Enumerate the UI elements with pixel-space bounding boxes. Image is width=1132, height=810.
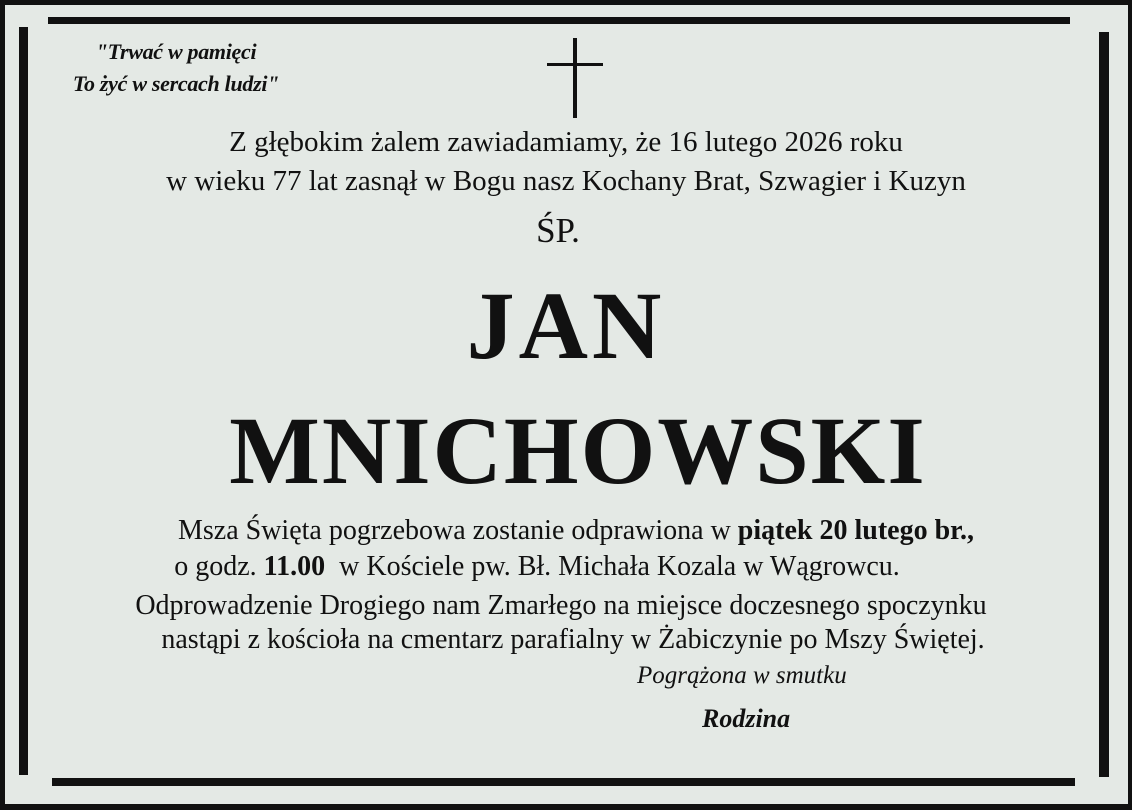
mass-time-line xyxy=(0,551,1103,583)
outer-frame-bottom xyxy=(0,804,1132,810)
motto-line-1: "Trwać w pamięci xyxy=(95,39,257,64)
deceased-last-name: MNICHOWSKI xyxy=(229,397,927,504)
announcement-line-1: Z głębokim żalem zawiadamiamy, że 16 lutego 2026 roku xyxy=(229,126,903,158)
motto-quote xyxy=(56,36,296,100)
procession-line-1: Odprowadzenie Drogiego nam Zmarłego na miejsce doczesnego spoczynku xyxy=(135,590,987,621)
procession-line-2: nastąpi z kościoła na cmentarz parafialny w Żabiczynie po Mszy Świętej. xyxy=(161,624,985,655)
outer-frame-left xyxy=(0,0,5,810)
cross-icon xyxy=(547,38,603,118)
mass-place: w Kościele pw. Bł. Michała Kozala w Wągrowcu. xyxy=(325,551,900,582)
mass-text: Msza Święta pogrzebowa zostanie odprawiona w xyxy=(177,515,738,546)
announcement-line-2: w wieku 77 lat zasnął w Bogu nasz Kochany Brat, Szwagier i Kuzyn xyxy=(166,165,966,197)
mass-time: 11.00 xyxy=(263,551,326,582)
mourning-text: Pogrążona w smutku xyxy=(637,662,847,689)
outer-frame-top xyxy=(2,0,1130,5)
mass-date: piątek 20 lutego br., xyxy=(737,515,975,546)
border-bar-bottom xyxy=(52,778,1075,786)
deceased-first-name: JAN xyxy=(466,272,666,379)
border-bar-top xyxy=(48,17,1070,24)
time-prefix: o godz. xyxy=(174,551,264,582)
deceased-prefix: ŚP. xyxy=(536,211,580,250)
mass-info-line xyxy=(10,515,1132,547)
motto-line-2: To żyć w sercach ludzi" xyxy=(72,71,280,96)
family-signature: Rodzina xyxy=(702,704,791,733)
